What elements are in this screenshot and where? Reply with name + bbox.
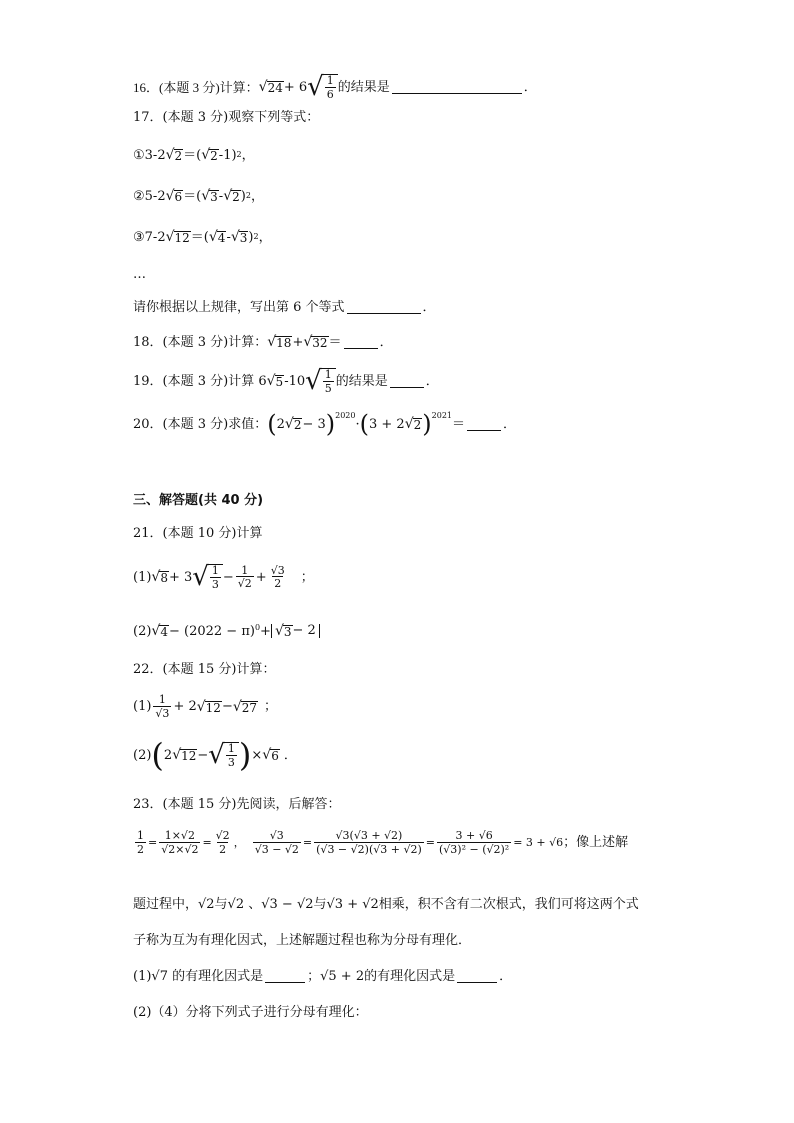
q16-suffix: 的结果是 [337,79,390,95]
q23-part-1: (1)√7 的有理化因式是 ； √5 + 2的有理化因式是 ． [133,969,513,984]
q18-answer-blank[interactable] [344,336,378,349]
q16-answer-blank[interactable] [392,81,522,94]
question-20: 20．(本题 3 分)求值： ( 2 √ 2 − 3 ) $^{2020}$ · ( 3 + 2 √ 2 ) $^{2021}$ ＝ ． [133,410,517,438]
q17-dots: … [133,267,146,282]
q16-prefix: 16．(本题 3 分)计算： [133,79,259,95]
q23-part-2: (2)（4）分将下列式子进行分母有理化： [133,1005,368,1020]
q16-sqrt-24: √ 24 [258,79,283,96]
q23-answer-blank-2[interactable] [457,970,497,983]
q23-para-2: 子称为互为有理化因式，上述解题过程也称为分母有理化． [133,933,472,948]
question-19: 19．(本题 3 分)计算 6 √ 5 -10 √ $\frac{1}{5}$ 的结果是 ． [133,366,439,396]
q17-answer-blank[interactable] [347,301,421,314]
q23-example: $\frac{1}{2}$ = $\frac{1\times√2}{√2\times√2}$ = $\frac{√2}{2}$ ， $\frac{√3}{√3 - √2}$ = $\frac{√3(√3 + √2)}{(√3 - √2)(√3 + √2)}$ = $\frac{3 + √6}{\text{(√3)² − (√2)²}}$ = 3 + √6 ；像上述解 [137,829,629,856]
q22-part-1: (1) $\frac{1}{√3}$ + 2 √ 12 − √ 27 ； [133,693,278,720]
question-18: 18．(本题 3 分)计算： √ 18 + √ 32 ＝ ． [133,334,393,350]
section-3-title: 三、解答题(共 40 分) [133,493,264,508]
question-16: 16．(本题 3 分)计算： √ 24 + 6 √ $\frac{1}{6}$ 的结果是 ． [133,72,537,102]
q17-ask: 请你根据以上规律，写出第 6 个等式 ． [133,300,436,315]
question-21-intro: 21．(本题 10 分)计算 [133,526,263,541]
q17-eq3: ③7-2 √ 12 ＝( √ 4 - √ 3 ) 2 ， [133,229,272,245]
q16-plus: + 6 [283,79,308,95]
q17-eq2: ②5-2 √ 6 ＝( √ 3 - √ 2 ) 2 ， [133,188,264,204]
q20-answer-blank[interactable] [467,418,501,431]
question-17-intro: 17．(本题 3 分)观察下列等式： [133,110,320,125]
q23-para-1: 题过程中，√2与√2 、√3 − √2与√3 + √2相乘，积不含有二次根式，我们可将这两个式 [133,897,639,912]
q17-eq1: ①3-2 √ 2 ＝( √ 2 -1) 2 ， [133,147,255,163]
question-23-intro: 23．(本题 15 分)先阅读，后解答： [133,797,341,812]
q22-part-2: (2) ( 2 √ 12 − √ $\frac{1}{3}$ ) × √ 6 ． [133,736,297,775]
q16-sqrt-frac: √ $\frac{1}{6}$ [307,74,338,100]
q21-part-2: (2) √ 4 − (2022 − π) $^0$ + √ 3 − 2 [133,624,320,638]
question-22-intro: 22．(本题 15 分)计算： [133,662,276,677]
q19-answer-blank[interactable] [390,375,424,388]
q21-part-1: (1) √ 8 + 3 √ $\frac{1}{3}$ − $\frac{1}{√2}$ + $\frac{√3}{2}$ ； [133,562,314,592]
q23-answer-blank-1[interactable] [265,970,305,983]
